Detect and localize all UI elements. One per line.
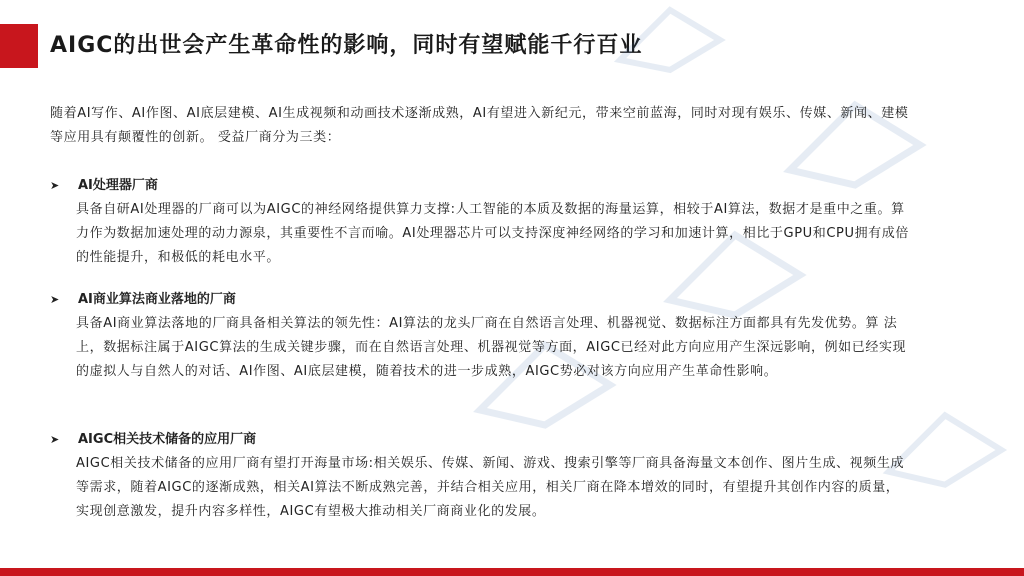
section-heading: AI处理器厂商 <box>78 178 158 193</box>
page-title: AIGC的出世会产生革命性的影响，同时有望赋能千行百业 <box>50 33 643 58</box>
section-body: 具备自研AI处理器的厂商可以为AIGC的神经网络提供算力支撑:人工智能的本质及数据的海量运算，相较于AI算法，数据才是重中之重。算力作为数据加速处理的动力源泉，其重要性不言而喻。AI处理器芯片可以支持深度神经网络的学习和加速计算，相比于GPU和CPU拥有成倍的性能提升，和极低的耗电水平。 <box>76 202 909 265</box>
section-heading-row <box>50 174 910 198</box>
title-accent-block <box>0 24 38 68</box>
section-body: 具备AI商业算法落地的厂商具备相关算法的领先性：AI算法的龙头厂商在自然语言处理、机器视觉、数据标注方面都具有先发优势。算 法上，数据标注属于AIGC算法的生成关键步骤，而在自然语言处理、机器视觉等方面，AIGC已经对此方向应用产生深远影响，例如已经实现的虚拟人与自然人的对话、AI作图、AI底层建模，随着技术的进一步成熟，AIGC势必对该方向应用产生革命性影响。 <box>76 316 907 379</box>
intro-paragraph: 随着AI写作、AI作图、AI底层建模、AI生成视频和动画技术逐渐成熟，AI有望进入新纪元，带来空前蓝海，同时对现有娱乐、传媒、新闻、建模等应用具有颠覆性的创新。 受益厂商分为三类： <box>50 106 909 145</box>
arrow-bullet-icon: ➤ <box>50 433 60 446</box>
section-aigc-application <box>50 428 910 524</box>
footer-accent-bar <box>0 568 1024 576</box>
arrow-bullet-icon: ➤ <box>50 293 60 306</box>
arrow-bullet-icon: ➤ <box>50 179 60 192</box>
section-ai-algorithm <box>50 288 910 384</box>
section-heading: AIGC相关技术储备的应用厂商 <box>78 432 257 447</box>
section-body: AIGC相关技术储备的应用厂商有望打开海量市场:相关娱乐、传媒、新闻、游戏、搜索引擎等厂商具备海量文本创作、图片生成、视频生成等需求，随着AIGC的逐渐成熟，相关AI算法不断成熟完善，并结合相关应用，相关厂商在降本增效的同时，有望提升其创作内容的质量，实现创意激发，提升内容多样性，AIGC有望极大推动相关厂商商业化的发展。 <box>76 456 905 519</box>
section-heading-row <box>50 428 910 452</box>
section-heading: AI商业算法商业落地的厂商 <box>78 292 236 307</box>
section-heading-row <box>50 288 910 312</box>
section-ai-processor <box>50 174 910 270</box>
